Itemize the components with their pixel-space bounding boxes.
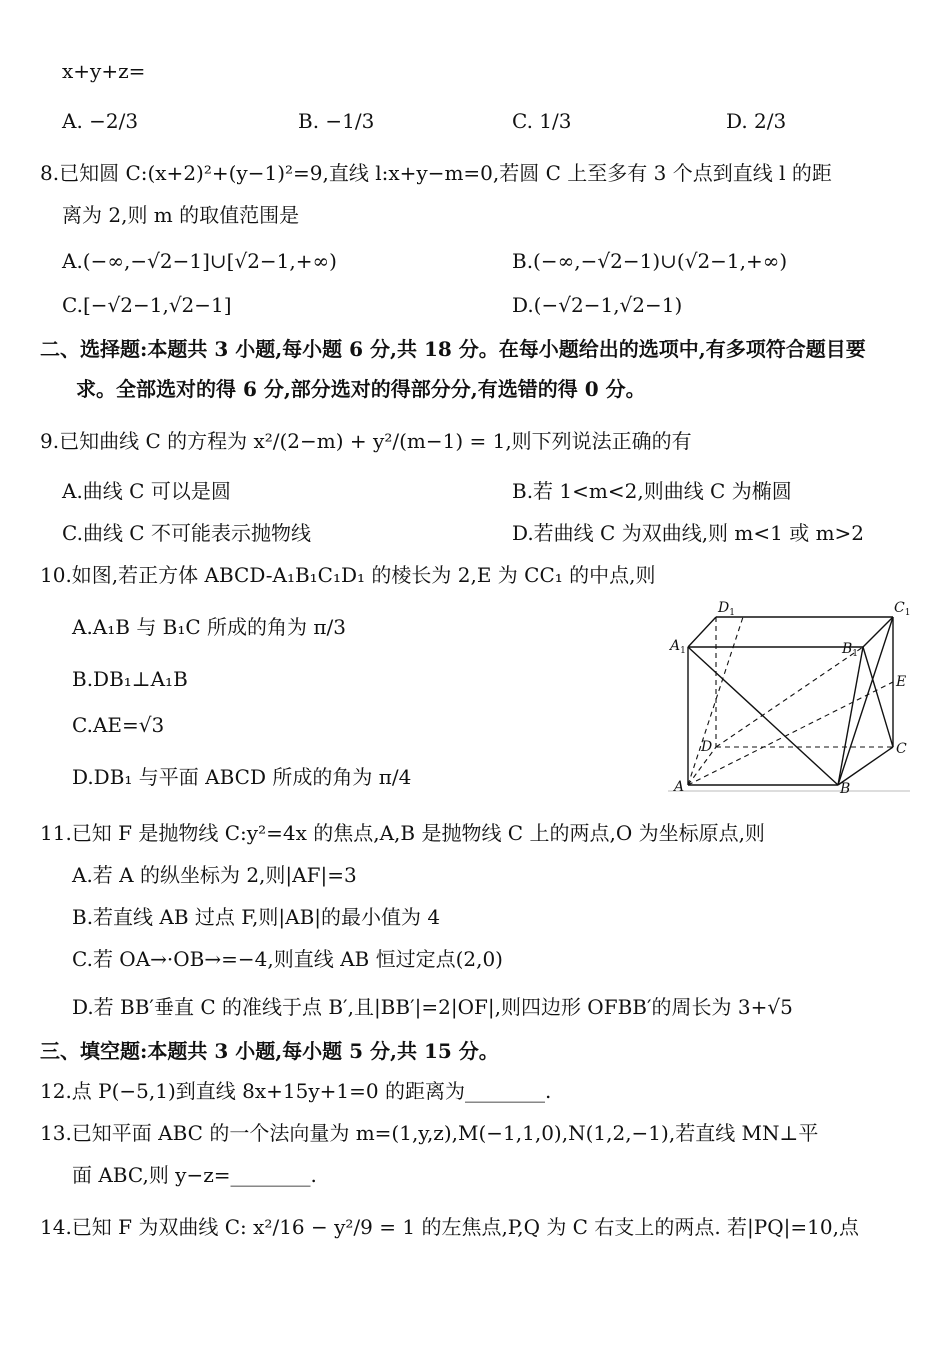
q8-line1: 8.已知圆 C:(x+2)²+(y−1)²=9,直线 l:x+y−m=0,若圆 C 上至多有 3 个点到直线 l 的距 bbox=[40, 161, 832, 185]
hidden-segment-ae bbox=[688, 682, 893, 785]
q7-option-d: D. 2/3 bbox=[726, 109, 787, 133]
q12-stem: 12.点 P(−5,1)到直线 8x+15y+1=0 的距离为________. bbox=[40, 1079, 552, 1103]
q14-line1: 14.已知 F 为双曲线 C: x²/16 − y²/9 = 1 的左焦点,P,Q 为 C 右支上的两点. 若|PQ|=10,点 bbox=[40, 1215, 859, 1239]
q8-option-a: A.(−∞,−√2−1]∪[√2−1,+∞) bbox=[62, 249, 337, 273]
label-b: B bbox=[840, 781, 851, 795]
q11-option-a: A.若 A 的纵坐标为 2,则|AF|=3 bbox=[72, 863, 357, 887]
label-e: E bbox=[896, 674, 907, 690]
hidden-segment-db1 bbox=[716, 647, 863, 747]
q8-option-d: D.(−√2−1,√2−1) bbox=[512, 293, 683, 317]
edge-d1a1 bbox=[688, 617, 716, 647]
q9-option-b: B.若 1<m<2,则曲线 C 为椭圆 bbox=[512, 479, 792, 503]
q9-option-d: D.若曲线 C 为双曲线,则 m<1 或 m>2 bbox=[512, 521, 865, 545]
edge-bc bbox=[838, 747, 893, 785]
q7-option-c: C. 1/3 bbox=[512, 109, 572, 133]
label-a: A bbox=[674, 779, 685, 795]
q9-option-c: C.曲线 C 不可能表示抛物线 bbox=[62, 521, 311, 545]
section2-heading-line2: 求。全部选对的得 6 分,部分选对的得部分分,有选错的得 0 分。 bbox=[76, 377, 646, 401]
q13-line2: 面 ABC,则 y−z=________. bbox=[72, 1163, 317, 1187]
label-c: C bbox=[896, 741, 907, 757]
label-d: D bbox=[701, 739, 713, 755]
q10-option-b: B.DB₁⊥A₁B bbox=[72, 667, 188, 691]
q7-option-a: A. −2/3 bbox=[62, 109, 139, 133]
label-b1: $B_1$ bbox=[842, 641, 859, 659]
edge-b1b bbox=[838, 647, 863, 785]
label-d1: $D_1$ bbox=[718, 600, 735, 618]
q10-option-d: D.DB₁ 与平面 ABCD 所成的角为 π/4 bbox=[72, 765, 412, 789]
q11-option-c: C.若 OA→·OB→=−4,则直线 AB 恒过定点(2,0) bbox=[72, 947, 503, 971]
cube-figure bbox=[668, 595, 913, 795]
q10-option-a: A.A₁B 与 B₁C 所成的角为 π/3 bbox=[72, 615, 347, 639]
q7-option-b: B. −1/3 bbox=[298, 109, 375, 133]
q11-stem: 11.已知 F 是抛物线 C:y²=4x 的焦点,A,B 是抛物线 C 上的两点,O 为坐标原点,则 bbox=[40, 821, 765, 845]
q10-stem: 10.如图,若正方体 ABCD-A₁B₁C₁D₁ 的棱长为 2,E 为 CC₁ 的中点,则 bbox=[40, 563, 656, 587]
label-a1: $A_1$ bbox=[670, 638, 686, 656]
q11-option-b: B.若直线 AB 过点 F,则|AB|的最小值为 4 bbox=[72, 905, 441, 929]
q10-option-c: C.AE=√3 bbox=[72, 713, 165, 737]
q8-option-c: C.[−√2−1,√2−1] bbox=[62, 293, 232, 317]
section3-heading: 三、填空题:本题共 3 小题,每小题 5 分,共 15 分。 bbox=[40, 1039, 499, 1063]
label-c1: $C_1$ bbox=[894, 600, 911, 618]
q13-line1: 13.已知平面 ABC 的一个法向量为 m=(1,y,z),M(−1,1,0),N(1,2,−1),若直线 MN⊥平 bbox=[40, 1121, 819, 1145]
q8-option-b: B.(−∞,−√2−1)∪(√2−1,+∞) bbox=[512, 249, 788, 273]
section2-heading-line1: 二、选择题:本题共 3 小题,每小题 6 分,共 18 分。在每小题给出的选项中,有多项符合题目要 bbox=[40, 337, 866, 361]
q9-option-a: A.曲线 C 可以是圆 bbox=[62, 479, 231, 503]
q11-option-d: D.若 BB′垂直 C 的准线于点 B′,且|BB′|=2|OF|,则四边形 OFBB′的周长为 3+√5 bbox=[72, 995, 793, 1019]
q8-line2: 离为 2,则 m 的取值范围是 bbox=[62, 203, 300, 227]
q9-stem: 9.已知曲线 C 的方程为 x²/(2−m) + y²/(m−1) = 1,则下列说法正确的有 bbox=[40, 429, 692, 453]
q7-tail: x+y+z= bbox=[62, 59, 146, 83]
